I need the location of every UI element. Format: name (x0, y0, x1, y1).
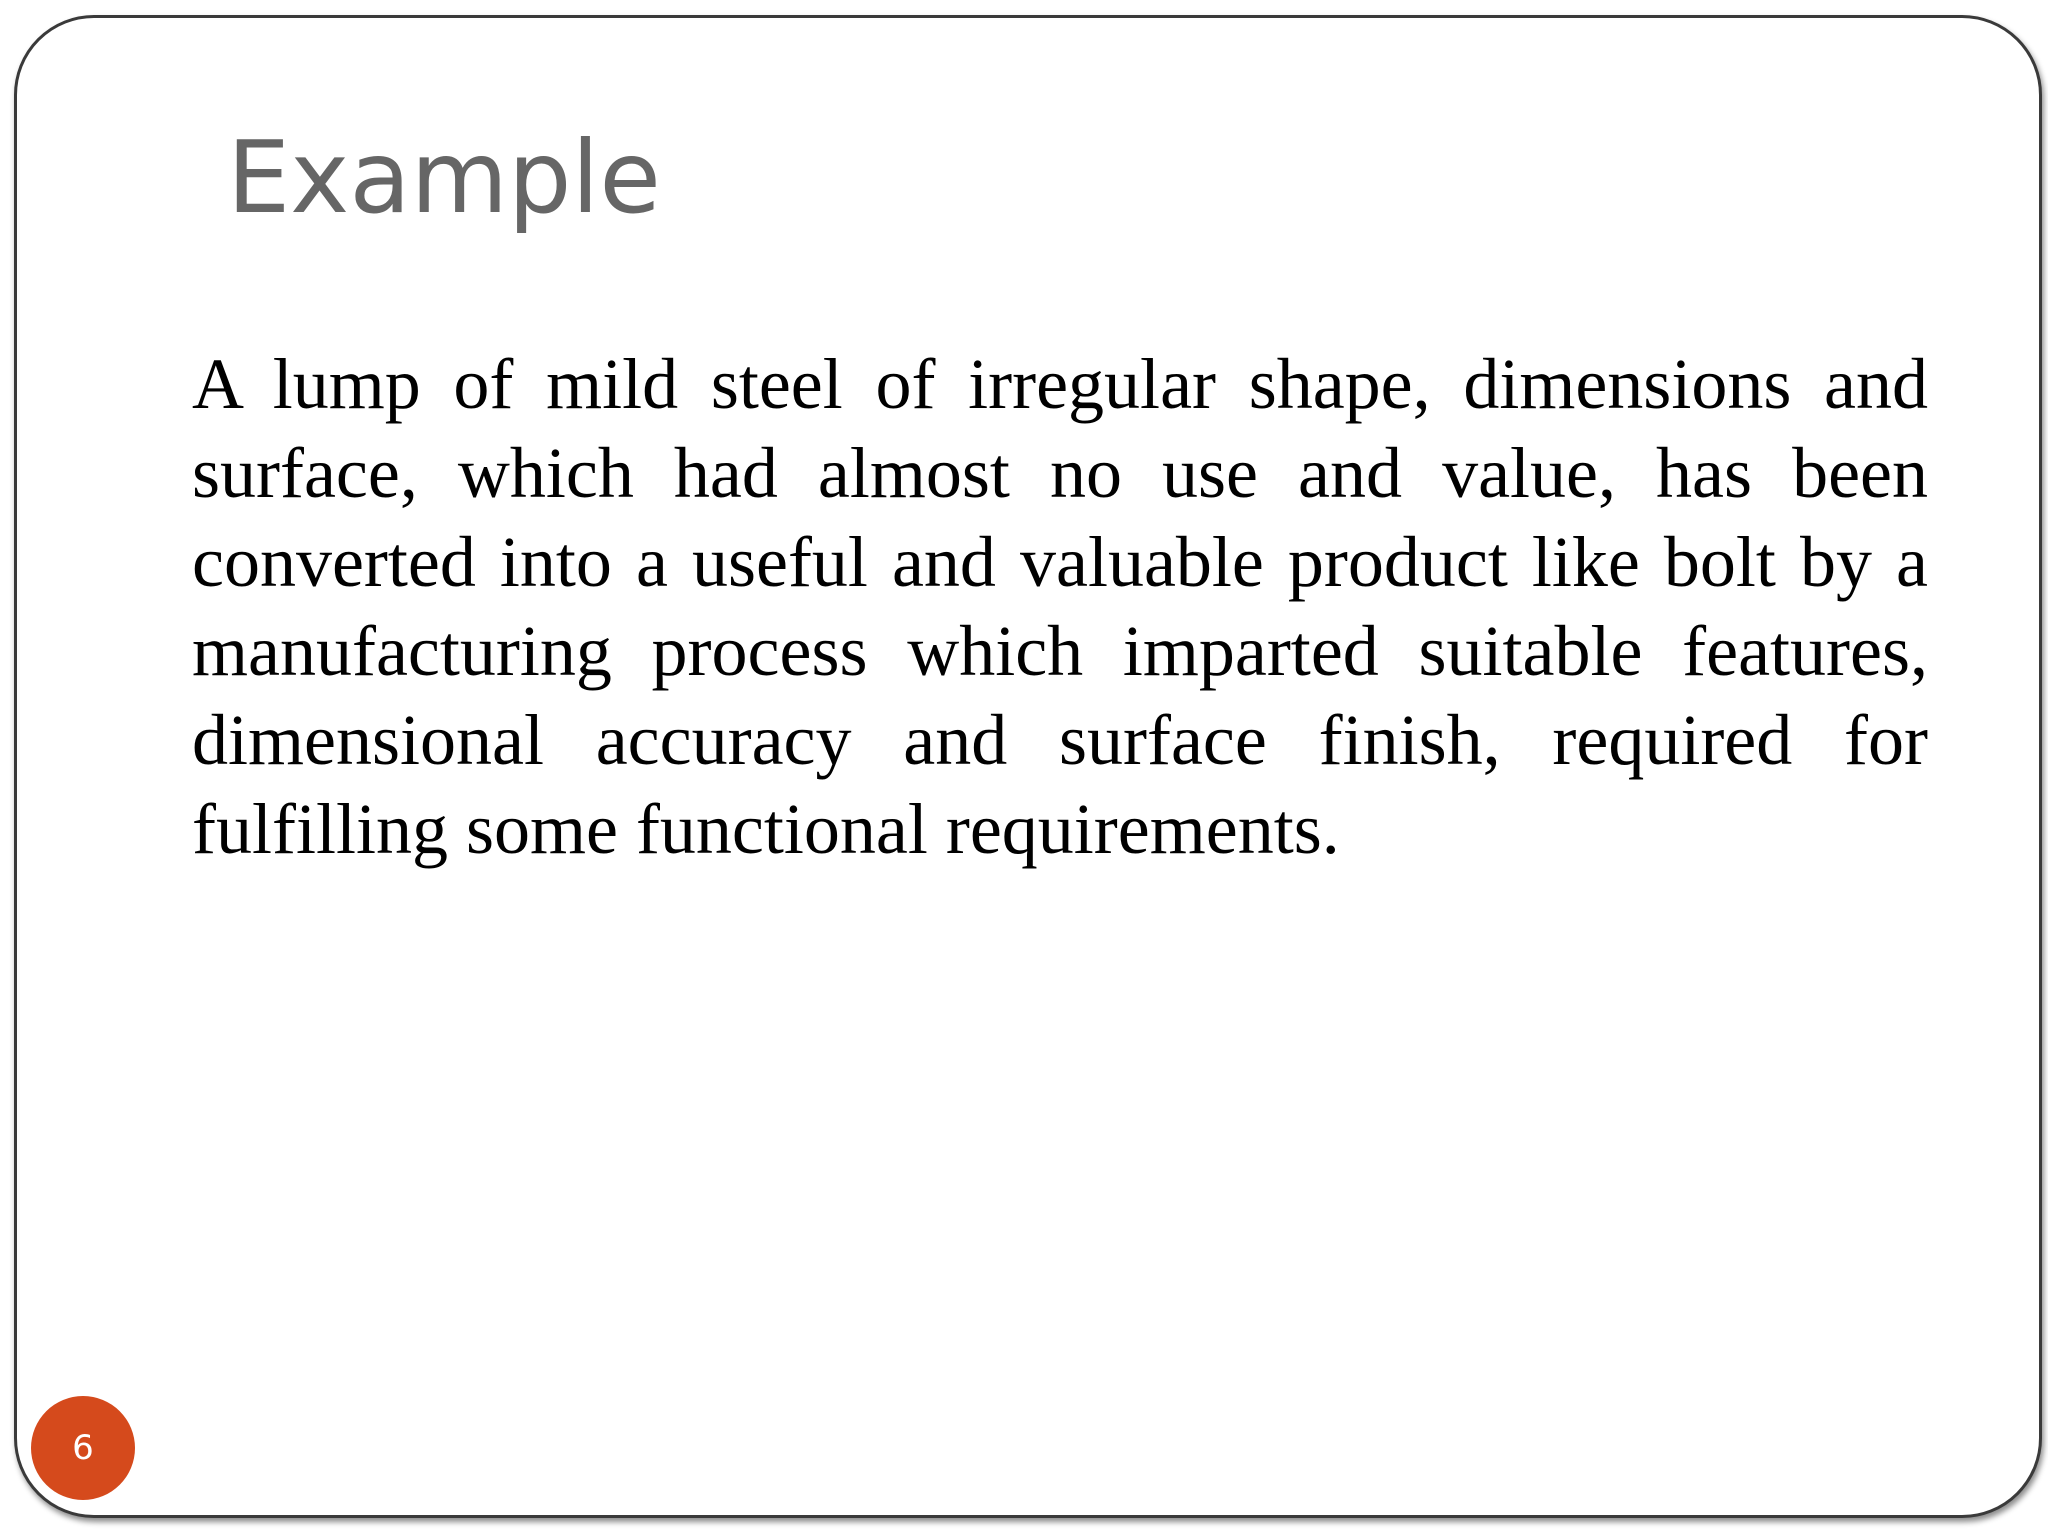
slide-body-text: A lump of mild steel of irregular shape, dimensions and surface, which had almost no use and value, has been converted into a useful and valuable product like bolt by a manufacturing process which imparted suitable features, dimensional accuracy and surface finish, required for fulfilling some functional requirements. (192, 344, 1928, 869)
slide-title: Example (227, 119, 661, 236)
page-number-badge: 6 (31, 1396, 135, 1500)
